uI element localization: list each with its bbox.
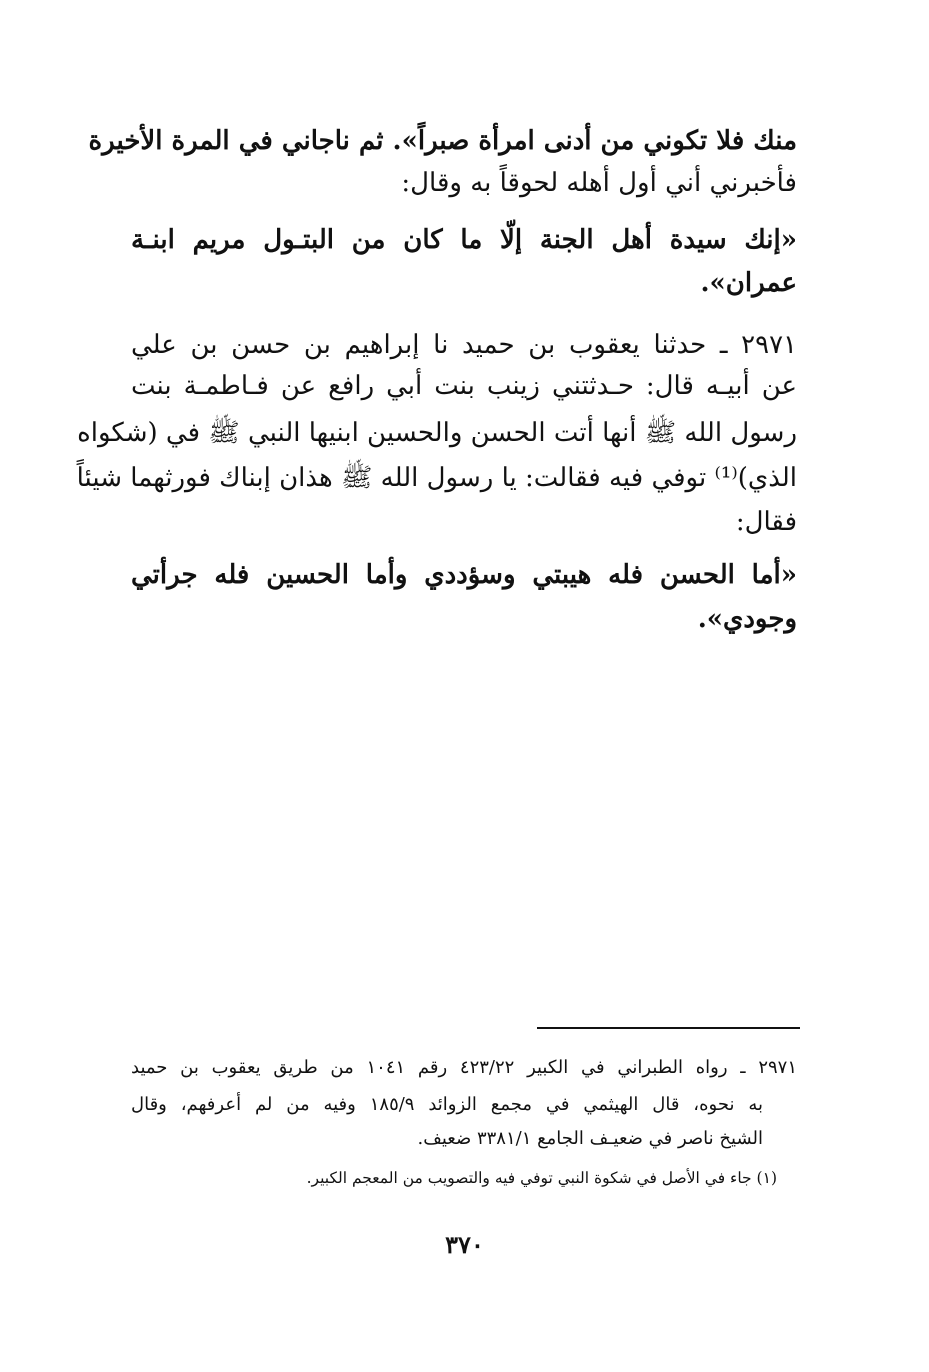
footnote-line-4: (١) جاء في الأصل في شكوة النبي توفي فيه والتصويب من المعجم الكبير. (306, 1169, 777, 1187)
page-number: ٣٧٠ (445, 1230, 484, 1259)
hadith-2971-line-4: الذي)⁽¹⁾ توفي فيه فقالت: يا رسول الله ﷺ هذان إبناك فورثهما شيئاً (76, 463, 797, 493)
text-line-2: فأخبرني أني أول أهله لحوقاً به وقال: (401, 168, 797, 198)
hadith-2971-line-2: عن أبيـه قال: حـدثتني زينب بنت أبي رافع عن فـاطمـة بنت (131, 371, 797, 401)
hadith-quote-line-2: عمران». (700, 268, 797, 298)
hadith-quote-2-line-1: «أما الحسن فله هيبتي وسؤددي وأما الحسين فله جرأتي (131, 560, 797, 590)
footnote-line-2: به نحوه، قال الهيثمي في مجمع الزوائد ١٨٥/٩ وفيه من لم أعرفهم، وقال (131, 1094, 763, 1115)
text-line-1: منك فلا تكوني من أدنى امرأة صبراً». ثم ناجاني في المرة الأخيرة (88, 126, 797, 156)
footnote-separator (537, 1027, 800, 1029)
hadith-quote-2-line-2: وجودي». (697, 604, 797, 634)
footnote-line-3: الشيخ ناصر في ضعيـف الجامع ٣٣٨١/١ ضعيف. (417, 1128, 763, 1149)
footnote-line-1: ٢٩٧١ ـ رواه الطبراني في الكبير ٤٢٣/٢٢ رقم ١٠٤١ من طريق يعقوب بن حميد (131, 1057, 797, 1078)
hadith-2971-line-5: فقال: (735, 507, 797, 537)
hadith-quote-line-1: «إنك سيدة أهل الجنة إلّا ما كان من البتـول مريم ابنـة (131, 225, 797, 255)
hadith-2971-line-3: رسول الله ﷺ أنها أتت الحسن والحسين ابنيها النبي ﷺ في (شكواه (77, 418, 797, 448)
hadith-2971-line-1: ٢٩٧١ ـ حدثنا يعقوب بن حميد نا إبراهيم بن حسن بن علي (131, 330, 797, 360)
